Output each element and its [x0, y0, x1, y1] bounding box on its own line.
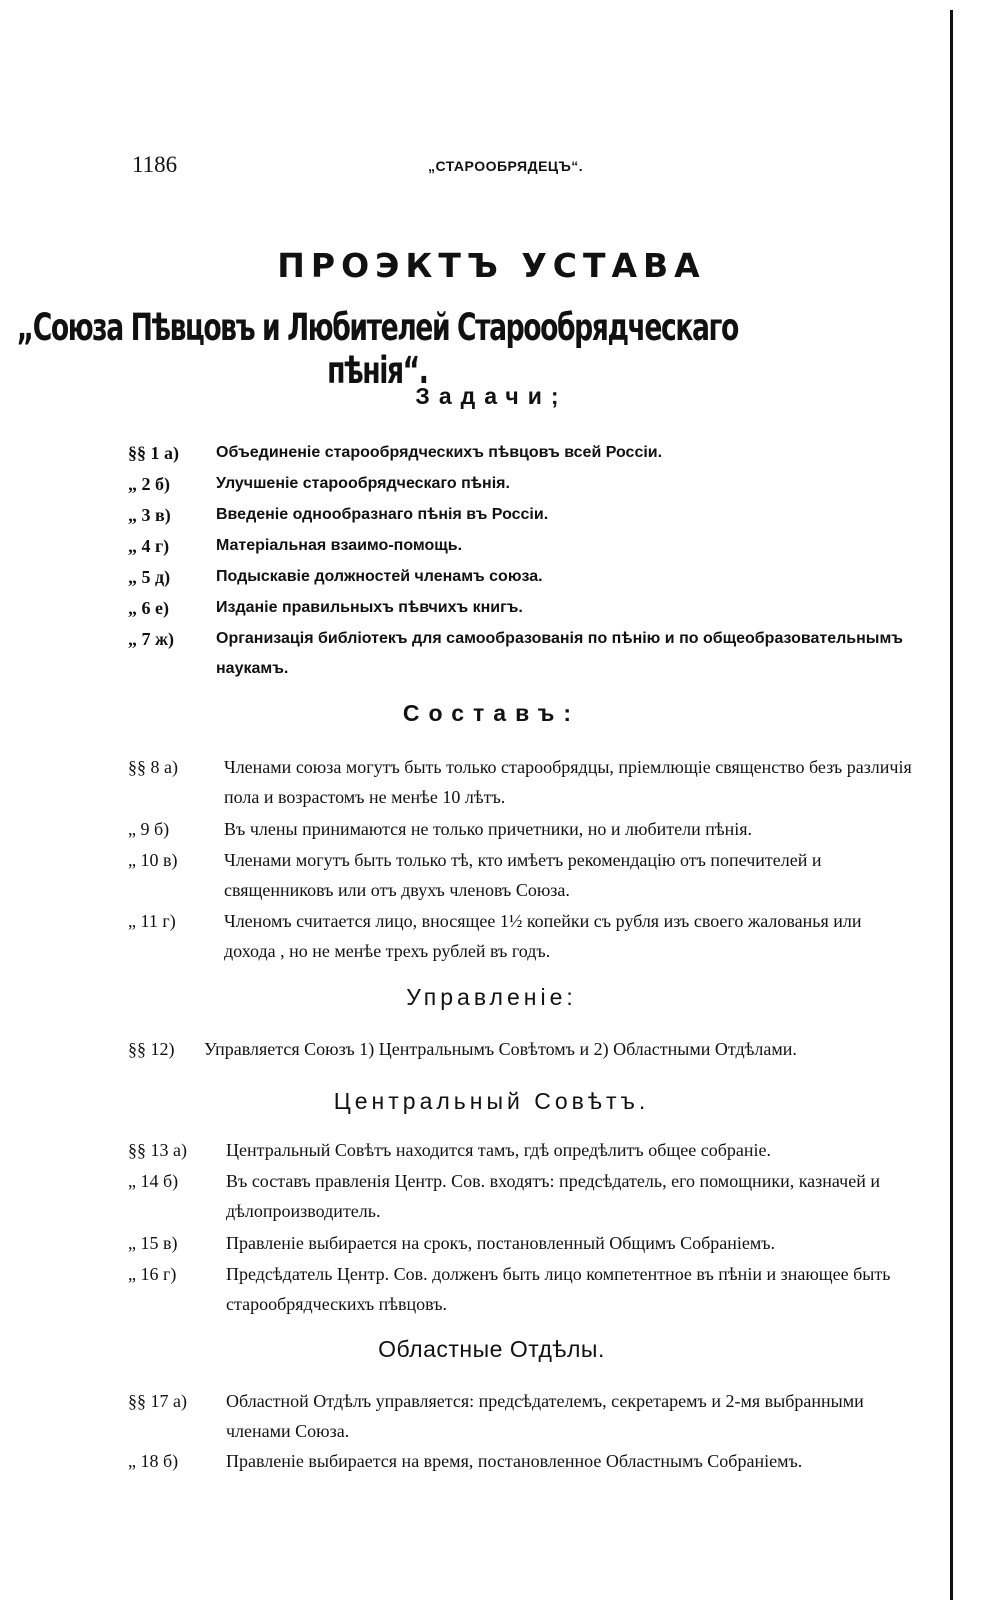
page-number: 1186	[132, 152, 178, 177]
paragraph	[128, 1228, 913, 1258]
paragraph	[128, 438, 913, 468]
page-header	[132, 152, 912, 182]
paragraph-marker: „ 18 б)	[128, 1451, 179, 1471]
paragraph-marker: §§ 17 а)	[128, 1391, 187, 1411]
paragraph-marker: „ 16 г)	[128, 1264, 177, 1284]
paragraph-marker: „ 6 е)	[128, 598, 169, 618]
paragraph	[128, 1135, 913, 1165]
paragraph	[128, 906, 913, 966]
paragraph-marker: „ 3 в)	[128, 505, 171, 525]
section-heading-regional: Областные Отдѣлы.	[378, 1336, 605, 1362]
paragraph-text: Улучшеніе старообрядческаго пѣнія.	[216, 475, 510, 492]
paragraph-marker: „ 11 г)	[128, 911, 176, 931]
paragraph-marker: „ 15 в)	[128, 1233, 178, 1253]
paragraph-marker: „ 7 ж)	[128, 629, 175, 649]
paragraph-text: Правленіе выбирается на срокъ, постановленный Общимъ Собраніемъ.	[226, 1233, 776, 1253]
paragraph	[128, 845, 913, 905]
paragraph-marker: „ 2 б)	[128, 474, 170, 494]
paragraph-text: Организація библіотекъ для самообразованія по пѣнію и по общеобразовательнымъ наукамъ.	[216, 630, 903, 677]
paragraph	[128, 814, 913, 844]
paragraph	[128, 1386, 913, 1446]
section-heading-composition: Составъ:	[402, 700, 581, 726]
running-head: „СТАРООБРЯДЕЦЪ“.	[428, 158, 584, 174]
paragraph-text: Членами могутъ быть только тѣ, кто имѣетъ рекомендацію отъ попечителей и священниковъ или отъ двухъ членовъ Союза.	[224, 850, 822, 900]
paragraph-marker: „ 10 в)	[128, 850, 178, 870]
paragraph-text: Членами союза могутъ быть только старообрядцы, пріемлющіе священство безъ различія пола и возрастомъ не менѣе 10 лѣтъ.	[224, 757, 912, 807]
section-heading-management: Управленіе:	[406, 984, 577, 1010]
section-heading-tasks: Задачи;	[415, 383, 568, 409]
paragraph-text: Въ составъ правленія Центр. Сов. входятъ: предсѣдатель, его помощники, казначей и дѣлопроизводитель.	[226, 1171, 880, 1221]
paragraph-text: Въ члены принимаются не только причетники, но и любители пѣнія.	[224, 819, 753, 839]
paragraph-text: Предсѣдатель Центр. Сов. долженъ быть лицо компетентное въ пѣніи и знающее быть старообрядческихъ пѣвцовъ.	[226, 1264, 891, 1314]
paragraph-text: Изданіе правильныхъ пѣвчихъ книгъ.	[216, 599, 523, 616]
paragraph-marker: §§ 1 а)	[128, 443, 179, 463]
paragraph-marker: „ 4 г)	[128, 536, 170, 556]
paragraph	[128, 1166, 913, 1226]
paragraph-marker: „ 5 д)	[128, 567, 171, 587]
paragraph-text: Членомъ считается лицо, вносящее 1½ копейки съ рубля изъ своего жалованья или дохода , но не менѣе трехъ рублей въ годъ.	[224, 911, 862, 961]
section-heading-central-council: Центральный Совѣтъ.	[333, 1088, 650, 1114]
paragraph-text: Подыскавіе должностей членамъ союза.	[216, 568, 543, 585]
paragraph-marker: §§ 13 а)	[128, 1140, 187, 1160]
paragraph-text: Центральный Совѣтъ находится тамъ, гдѣ опредѣлитъ общее собраніе.	[226, 1140, 771, 1160]
paragraph	[128, 500, 913, 530]
paragraph-marker: §§ 12)	[128, 1039, 175, 1059]
paragraph-text: Правленіе выбирается на время, постановленное Областнымъ Собраніемъ.	[226, 1451, 803, 1471]
paragraph	[128, 469, 913, 499]
paragraph-text: Областной Отдѣлъ управляется: предсѣдателемъ, секретаремъ и 2-мя выбранными членами Союза.	[226, 1391, 864, 1441]
paragraph	[128, 1446, 913, 1476]
paragraph	[128, 1034, 913, 1064]
paragraph-marker: „ 9 б)	[128, 819, 170, 839]
paragraph	[128, 531, 913, 561]
paragraph	[128, 593, 913, 623]
paragraph-text: Введеніе однообразнаго пѣнія въ Россіи.	[216, 506, 549, 523]
paragraph	[128, 1259, 913, 1319]
paragraph-marker: „ 14 б)	[128, 1171, 179, 1191]
paragraph-marker: §§ 8 а)	[128, 757, 178, 777]
paragraph-text: Матеріальная взаимо-помощь.	[216, 537, 463, 554]
document-title: ПРОЭКТЪ УСТАВА	[277, 246, 706, 285]
paragraph-text: Управляется Союзъ 1) Центральнымъ Совѣтомъ и 2) Областными Отдѣлами.	[204, 1039, 797, 1059]
paragraph	[128, 562, 913, 592]
document-subtitle: „Союза Пѣвцовъ и Любителей Старообрядческаго пѣнія“.	[16, 306, 738, 392]
paragraph	[128, 624, 913, 684]
paragraph	[128, 752, 913, 812]
paragraph-text: Объединеніе старообрядческихъ пѣвцовъ всей Россіи.	[216, 444, 663, 461]
